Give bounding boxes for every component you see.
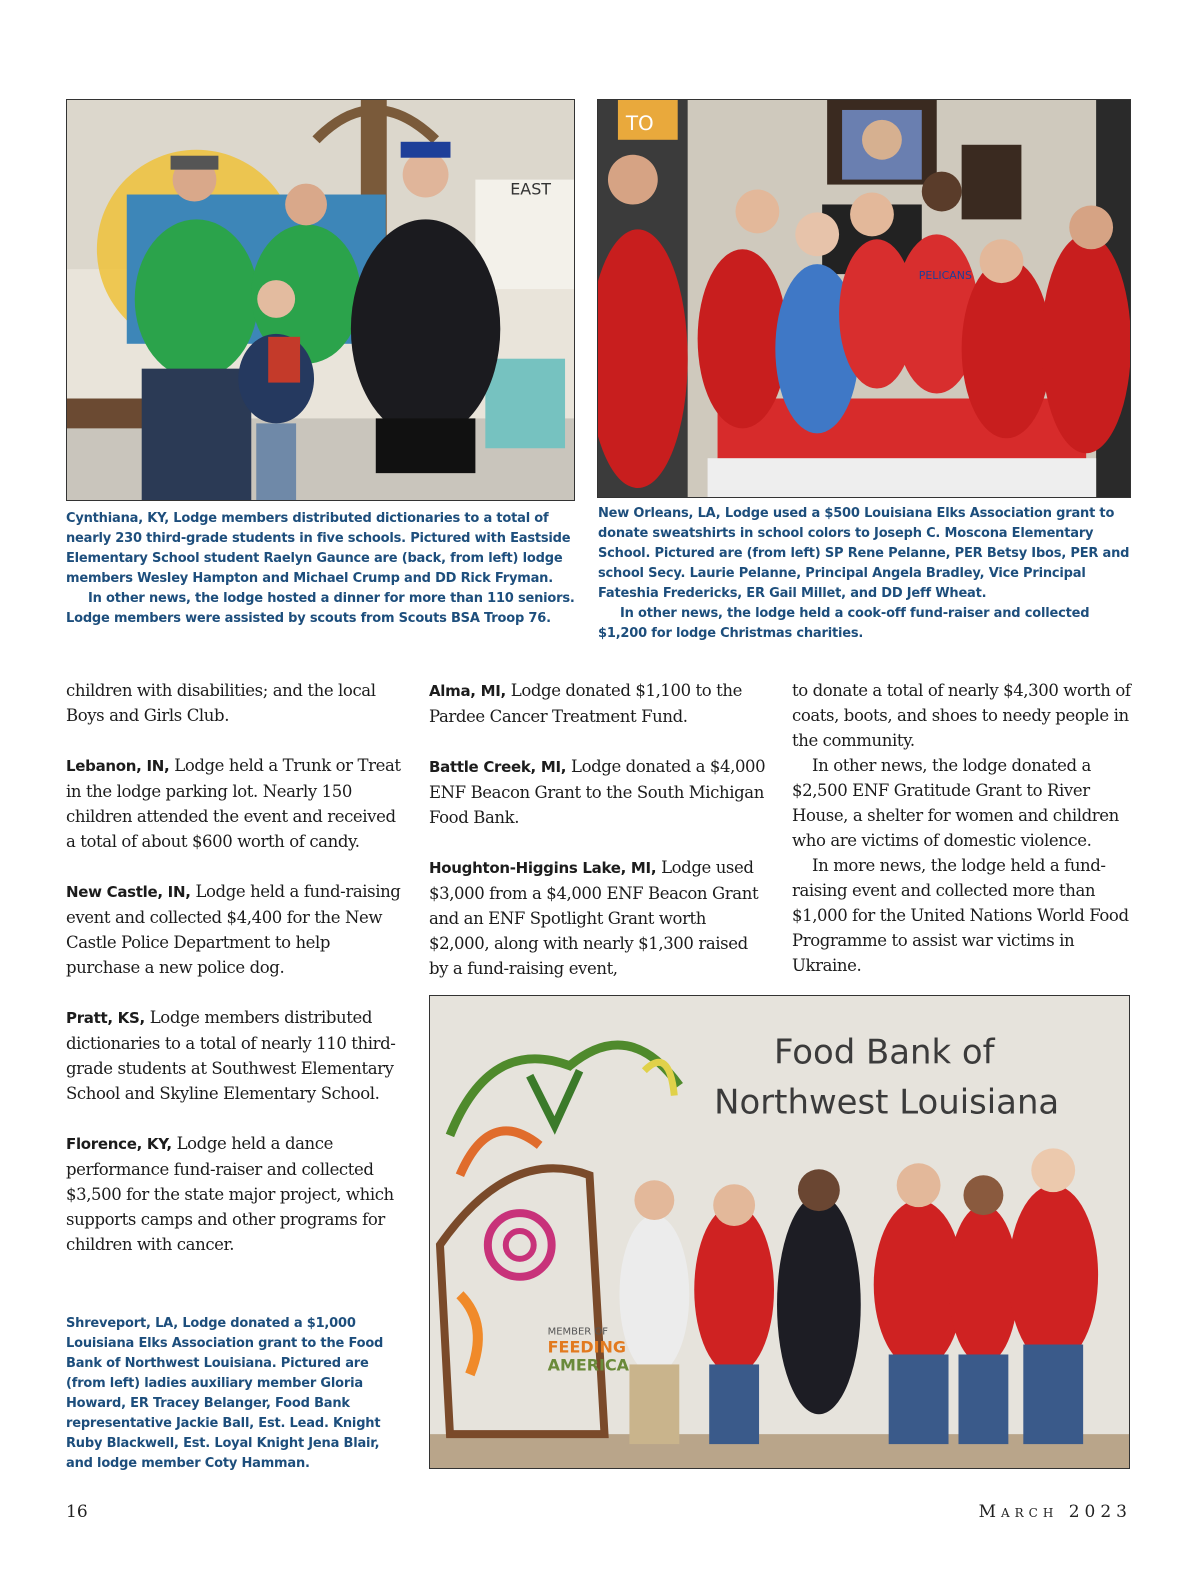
place-name: Lebanon, IN, [66, 757, 170, 775]
feeding-text: FEEDING [547, 1337, 626, 1357]
place-name: Battle Creek, MI, [429, 758, 567, 776]
caption-place: Cynthiana, KY, [66, 511, 169, 526]
caption-place: New Orleans, LA, [598, 506, 721, 521]
member-of-text: MEMBER OF [547, 1326, 608, 1338]
caption-text: Lodge donated a $1,000 Louisiana Elks Association grant to the Food Bank of Northwest Louisiana. Pictured are (from left) ladies auxiliary member Gloria Howard, ER Tracey Belanger, Food Bank representative Jackie Ball, Est. Lead. Knight Ruby Blackwell, Est. Loyal Knight Jena Blair, and lodge member Coty Hamman. [66, 1316, 384, 1471]
caption-text: Lodge used a $500 Louisiana Elks Association grant to donate sweatshirts in school colors to Joseph C. Moscona Elementary School. Pictured are (from left) SP Rene Pelanne, PER Betsy Ibos, PER and school Secy. Laurie Pelanne, Principal Angela Bradley, Vice Principal Fateshia Fredericks, ER Gail Millet, and DD Jeff Wheat. [598, 506, 1130, 601]
shirt-text: PELICANS [918, 269, 972, 283]
wall-title-line1: Food Bank of [774, 1032, 995, 1072]
item-text: Lodge donated a $4,000 ENF Beacon Grant to the South Michigan Food Bank. [429, 757, 766, 827]
sign-text: EAST [510, 179, 552, 199]
column-2 [429, 678, 769, 981]
wall-title-line2: Northwest Louisiana [714, 1082, 1060, 1122]
col1-p0: children with disabilities; and the local Boys and Girls Club. [66, 681, 376, 725]
caption-more: In other news, the lodge held a cook-off fund-raiser and collected $1,200 for lodge Christmas charities. [598, 606, 1090, 641]
column-1 [66, 678, 406, 1282]
wall-letters-text: TO [625, 111, 654, 135]
place-name: Pratt, KS, [66, 1009, 145, 1027]
place-name: Houghton-Higgins Lake, MI, [429, 859, 657, 877]
shreveport-photo [429, 995, 1130, 1469]
item-text: Lodge held a Trunk or Treat in the lodge parking lot. Nearly 150 children attended the event and received a total of about $600 worth of candy. [66, 756, 401, 851]
issue-date: March 2023 [978, 1502, 1132, 1522]
caption-place: Shreveport, LA, [66, 1316, 178, 1331]
lebanon-item [66, 753, 406, 854]
cynthiana-photo [66, 99, 575, 501]
newcastle-item [66, 879, 406, 980]
caption-text: Lodge members distributed dictionaries to a total of nearly 230 third-grade students in five schools. Pictured with Eastside Elementary School student Raelyn Gaunce are (back, from left) lodge members Wesley Hampton and Michael Crump and DD Rick Fryman. [66, 511, 571, 586]
cynthiana-caption [66, 509, 576, 629]
battle-creek-item [429, 754, 769, 830]
col3-p0: to donate a total of nearly $4,300 worth of coats, boots, and shoes to needy people in the community. [792, 681, 1131, 750]
new-orleans-caption [598, 504, 1132, 644]
florence-item [66, 1131, 406, 1257]
alma-item [429, 678, 769, 729]
america-text: AMERICA [547, 1355, 630, 1375]
caption-more: In other news, the lodge hosted a dinner for more than 110 seniors. Lodge members were assisted by scouts from Scouts BSA Troop 76. [66, 591, 575, 626]
new-orleans-photo [597, 99, 1131, 498]
place-name: Alma, MI, [429, 682, 506, 700]
col3-p1: In other news, the lodge donated a $2,500 ENF Gratitude Grant to River House, a shelter for women and children who are victims of domestic violence. [792, 756, 1119, 850]
item-text: Lodge held a dance performance fund-raiser and collected $3,500 for the state major project, which supports camps and other programs for children with cancer. [66, 1134, 394, 1254]
page-number: 16 [66, 1502, 88, 1522]
item-text: Lodge used $3,000 from a $4,000 ENF Beacon Grant and an ENF Spotlight Grant worth $2,000, along with nearly $1,300 raised by a fund-raising event, [429, 858, 759, 978]
houghton-item [429, 855, 769, 981]
pratt-item [66, 1005, 406, 1106]
place-name: New Castle, IN, [66, 883, 191, 901]
col3-p2: In more news, the lodge held a fund-raising event and collected more than $1,000 for the United Nations World Food Programme to assist war victims in Ukraine. [792, 856, 1129, 975]
place-name: Florence, KY, [66, 1135, 172, 1153]
item-text: Lodge held a fund-raising event and collected $4,400 for the New Castle Police Department to help purchase a new police dog. [66, 882, 401, 977]
column-3 [792, 678, 1137, 978]
item-text: Lodge members distributed dictionaries to a total of nearly 110 third-grade students at Southwest Elementary School and Skyline Elementary School. [66, 1008, 396, 1103]
shreveport-caption [66, 1314, 401, 1474]
item-text: Lodge donated $1,100 to the Pardee Cancer Treatment Fund. [429, 681, 742, 726]
